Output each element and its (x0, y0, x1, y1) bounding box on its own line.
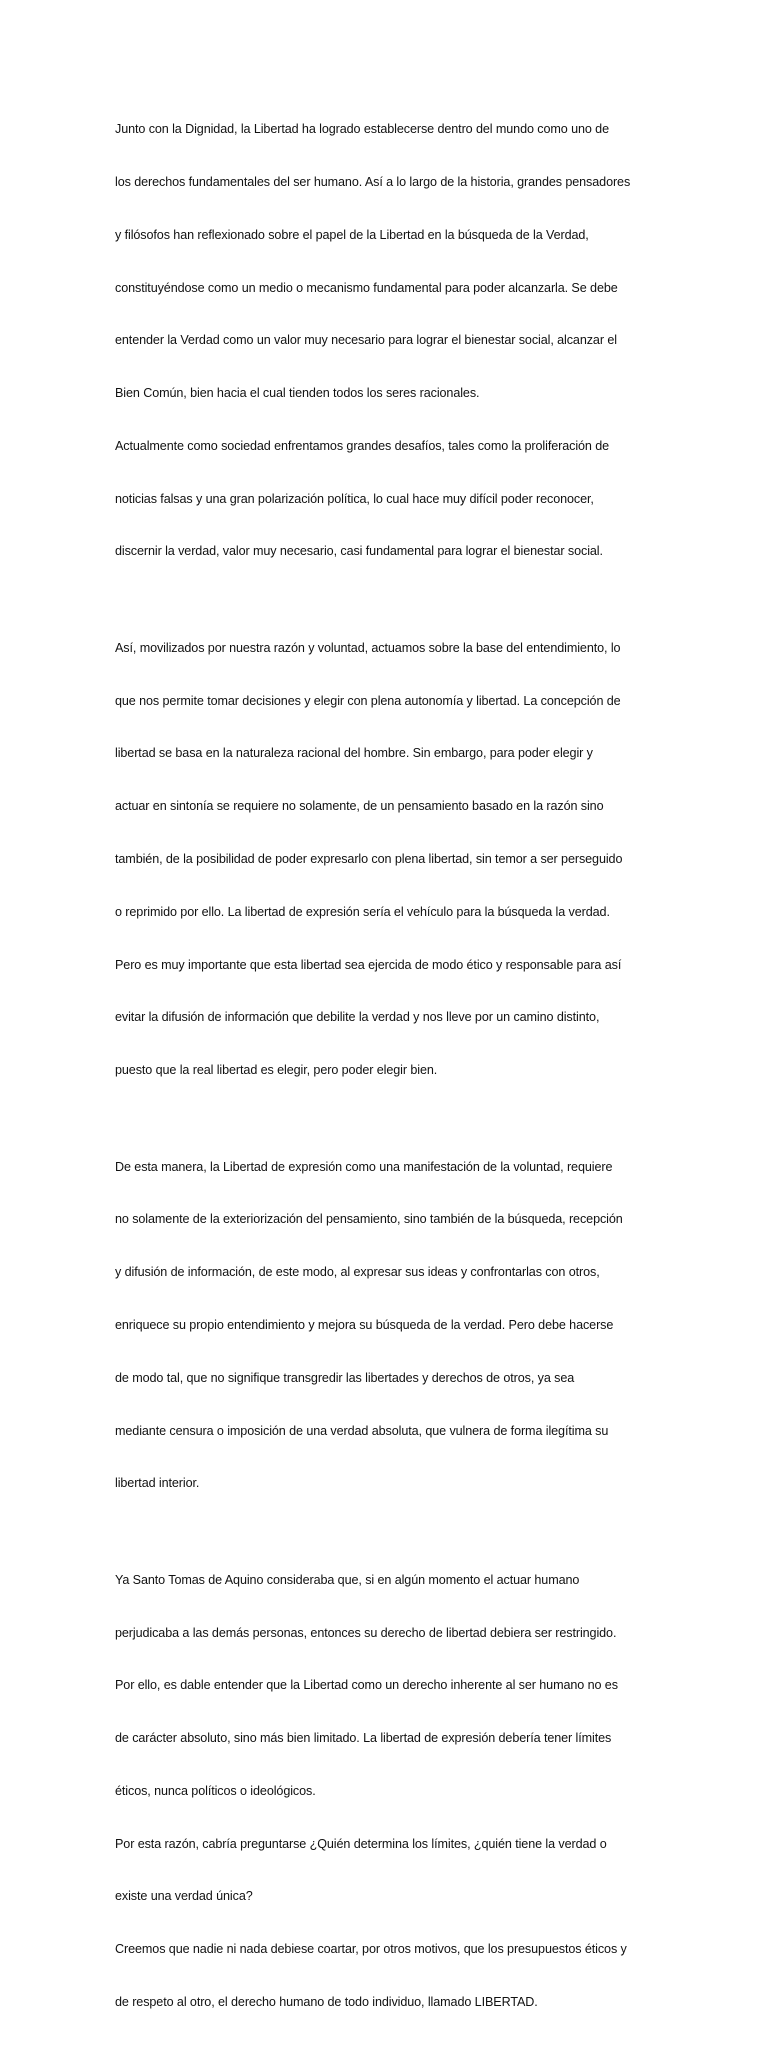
text-line: mediante censura o imposición de una verdad absoluta, que vulnera de forma ilegítima su (115, 1423, 609, 1438)
paragraph-2 (115, 605, 655, 1115)
text-line: Pero es muy importante que esta libertad sea ejercida de modo ético y responsable para así (115, 957, 622, 972)
text-line: y difusión de información, de este modo, al expresar sus ideas y confrontarlas con otros, (115, 1265, 600, 1280)
text-line: Creemos que nadie ni nada debiese coartar, por otros motivos, que los presupuestos éticos y (115, 1942, 627, 1957)
text-line: puesto que la real libertad es elegir, pero poder elegir bien. (115, 1063, 438, 1078)
paragraph-1 (115, 86, 655, 596)
text-line: y filósofos han reflexionado sobre el papel de la Libertad en la búsqueda de la Verdad, (115, 227, 589, 242)
text-line: Por ello, es dable entender que la Libertad como un derecho inherente al ser humano no es (115, 1678, 618, 1693)
text-line: Actualmente como sociedad enfrentamos grandes desafíos, tales como la proliferación de (115, 438, 610, 453)
text-line: Bien Común, bien hacia el cual tienden todos los seres racionales. (115, 386, 480, 401)
text-line: perjudicaba a las demás personas, entonces su derecho de libertad debiera ser restringido. (115, 1625, 617, 1640)
text-line: evitar la difusión de información que debilite la verdad y nos lleve por un camino distinto, (115, 1010, 600, 1025)
text-line: Junto con la Dignidad, la Libertad ha logrado establecerse dentro del mundo como uno de (115, 122, 609, 137)
text-line: libertad interior. (115, 1476, 200, 1491)
text-line: De esta manera, la Libertad de expresión como una manifestación de la voluntad, requiere (115, 1159, 613, 1174)
text-line: existe una verdad única? (115, 1889, 253, 1904)
text-line: o reprimido por ello. La libertad de expresión sería el vehículo para la búsqueda la verdad. (115, 904, 610, 919)
text-line: Por esta razón, cabría preguntarse ¿Quién determina los límites, ¿quién tiene la verdad o (115, 1836, 607, 1851)
text-line: también, de la posibilidad de poder expresarlo con plena libertad, sin temor a ser perseguido (115, 852, 623, 867)
text-line: constituyéndose como un medio o mecanismo fundamental para poder alcanzarla. Se debe (115, 280, 618, 295)
document-body (115, 86, 655, 2048)
text-line: éticos, nunca políticos o ideológicos. (115, 1783, 316, 1798)
text-line: de modo tal, que no signifique transgredir las libertades y derechos de otros, ya sea (115, 1370, 575, 1385)
text-line: los derechos fundamentales del ser humano. Así a lo largo de la historia, grandes pensadores (115, 174, 631, 189)
text-line: no solamente de la exteriorización del pensamiento, sino también de la búsqueda, recepción (115, 1212, 623, 1227)
text-line: noticias falsas y una gran polarización política, lo cual hace muy difícil poder reconocer, (115, 491, 594, 506)
text-line: enriquece su propio entendimiento y mejora su búsqueda de la verdad. Pero debe hacerse (115, 1317, 614, 1332)
text-line: de respeto al otro, el derecho humano de todo individuo, llamado LIBERTAD. (115, 1995, 538, 2010)
text-line: actuar en sintonía se requiere no solamente, de un pensamiento basado en la razón sino (115, 799, 604, 814)
paragraph-4 (115, 1537, 655, 2047)
text-line: entender la Verdad como un valor muy necesario para lograr el bienestar social, alcanzar el (115, 333, 617, 348)
text-line: Así, movilizados por nuestra razón y voluntad, actuamos sobre la base del entendimiento, lo (115, 640, 621, 655)
text-line: de carácter absoluto, sino más bien limitado. La libertad de expresión debería tener límites (115, 1731, 612, 1746)
text-line: discernir la verdad, valor muy necesario, casi fundamental para lograr el bienestar social. (115, 544, 603, 559)
text-line: que nos permite tomar decisiones y elegir con plena autonomía y libertad. La concepción de (115, 693, 621, 708)
paragraph-3 (115, 1123, 655, 1528)
text-line: Ya Santo Tomas de Aquino consideraba que, si en algún momento el actuar humano (115, 1572, 580, 1587)
text-line: libertad se basa en la naturaleza racional del hombre. Sin embargo, para poder elegir y (115, 746, 593, 761)
